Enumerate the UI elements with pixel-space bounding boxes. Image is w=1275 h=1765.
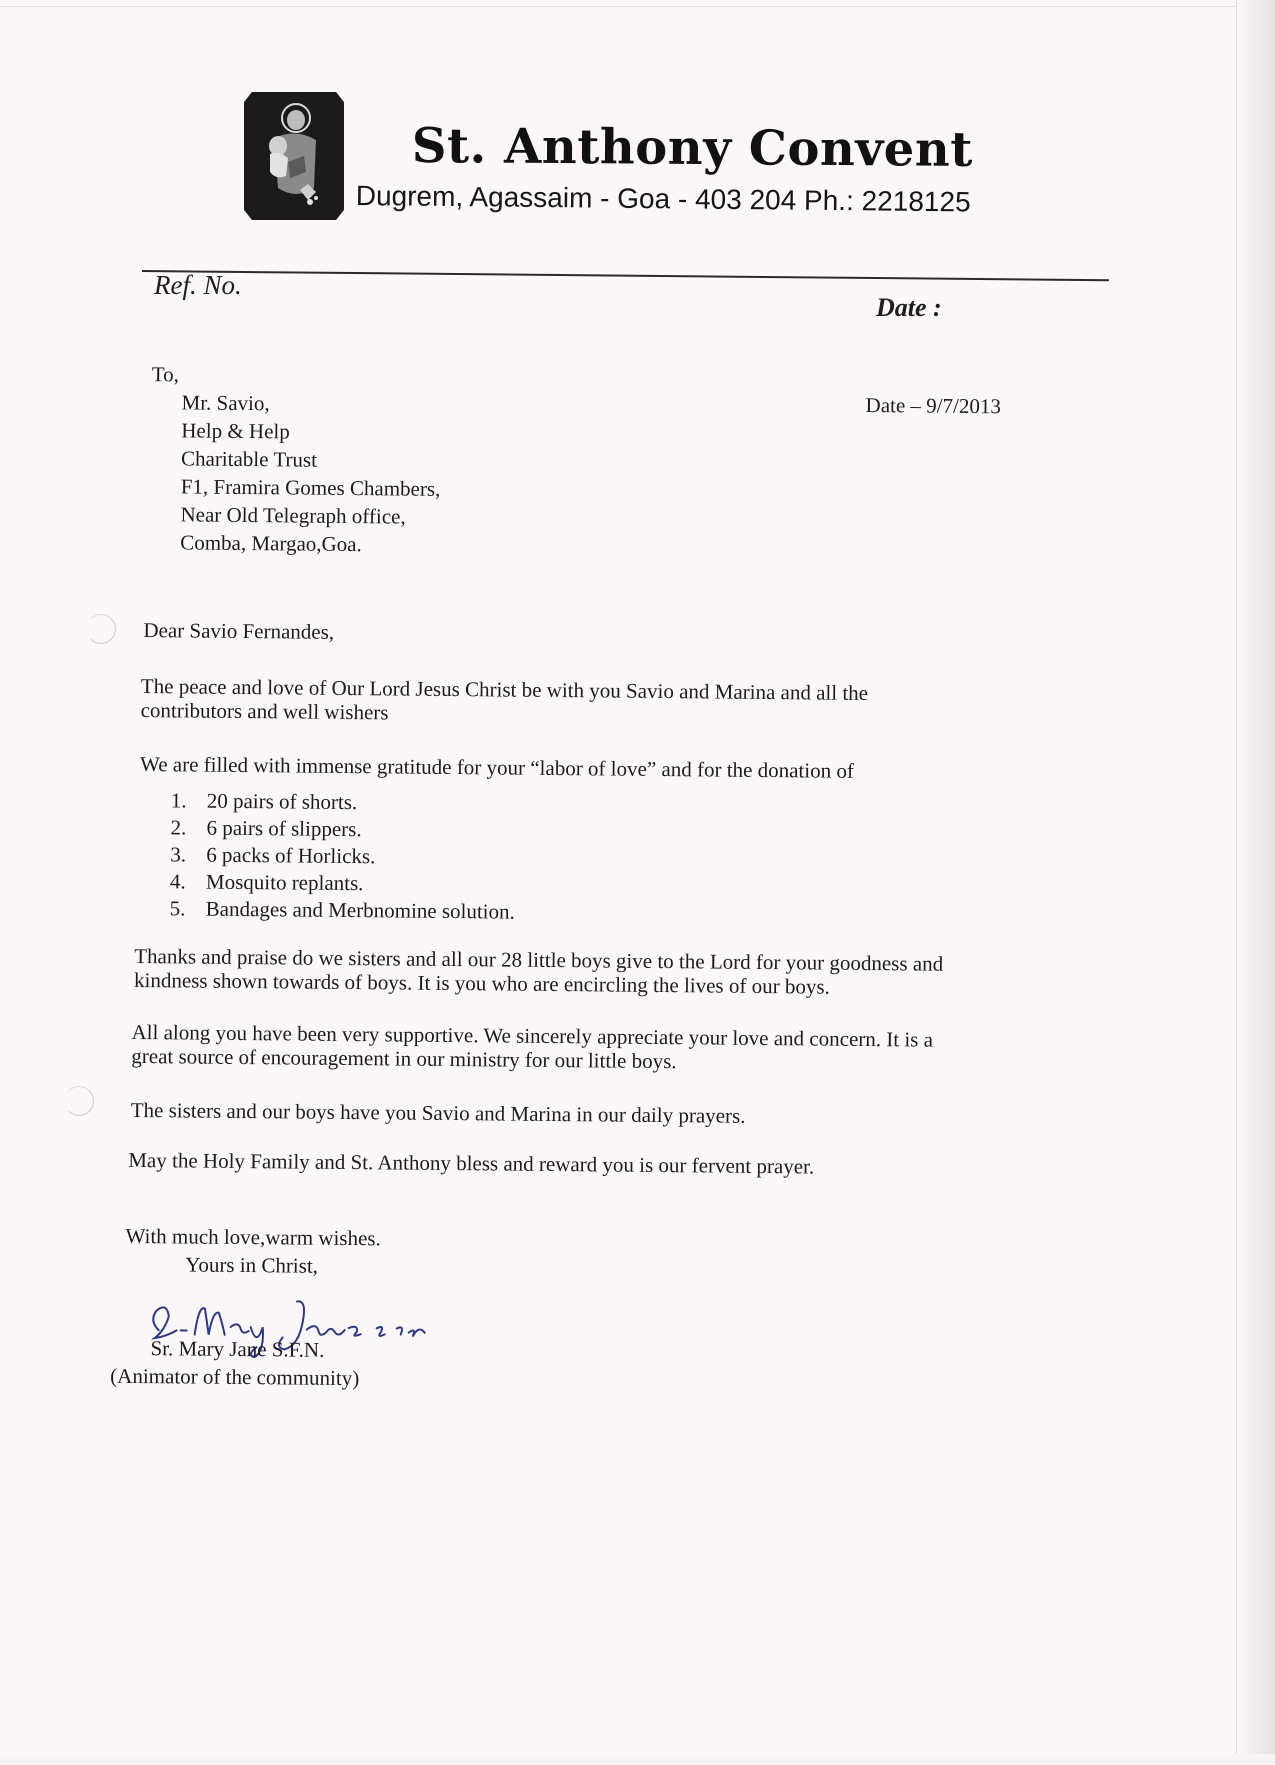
closing-line: Yours in Christ, [185, 1252, 319, 1278]
recipient-line: F1, Framira Gomes Chambers, [180, 474, 441, 501]
ref-no-label: Ref. No. [154, 270, 242, 300]
to-label: To, [151, 362, 180, 387]
donation-list [170, 788, 516, 926]
paragraph-line: Thanks and praise do we sisters and all our 28 little boys give to the Lord for your goodness and [134, 943, 944, 976]
signer-role: (Animator of the community) [110, 1363, 360, 1391]
paragraph-line: The sisters and our boys have you Savio and Marina in our daily prayers. [130, 1097, 746, 1128]
list-item: 5. Bandages and Merbnomine solution. [169, 896, 515, 924]
closing-line: With much love,warm wishes. [125, 1223, 381, 1251]
recipient-line: Mr. Savio, [181, 390, 270, 416]
list-item: 4. Mosquito replants. [169, 869, 364, 896]
paragraph-line: The peace and love of Our Lord Jesus Christ be with you Savio and Marina and all the [140, 674, 869, 706]
paragraph-line: contributors and well wishers [140, 698, 389, 725]
salutation: Dear Savio Fernandes, [143, 618, 335, 644]
paragraph-line: kindness shown towards of boys. It is you who are encircling the lives of our boys. [133, 967, 830, 999]
paragraph-line: All along you have been very supportive. We sincerely appreciate your love and concern. It is a [131, 1019, 934, 1052]
list-item: 1. 20 pairs of shorts. [170, 788, 358, 815]
list-item: 3. 6 packs of Horlicks. [170, 842, 376, 869]
date-field-label: Date : [876, 293, 942, 322]
recipient-line: Near Old Telegraph office, [180, 502, 406, 529]
recipient-line: Comba, Margao,Goa. [180, 530, 362, 557]
recipient-line: Help & Help [181, 418, 290, 444]
signer-name: Sr. Mary Jane S.F.N. [150, 1336, 325, 1362]
convent-address: Dugrem, Agassaim - Goa - 403 204 Ph.: 2218125 [355, 180, 971, 218]
recipient-line: Charitable Trust [180, 446, 318, 472]
paragraph-line: May the Holy Family and St. Anthony bless and reward you is our fervent prayer. [128, 1147, 815, 1179]
paragraph-line: We are filled with immense gratitude for your “labor of love” and for the donation of [140, 752, 855, 783]
paragraph-line: great source of encouragement in our ministry for our little boys. [131, 1043, 677, 1074]
convent-name: St. Anthony Convent [411, 118, 974, 178]
list-item: 2. 6 pairs of slippers. [170, 815, 362, 842]
letter-date: Date – 9/7/2013 [865, 392, 1002, 419]
